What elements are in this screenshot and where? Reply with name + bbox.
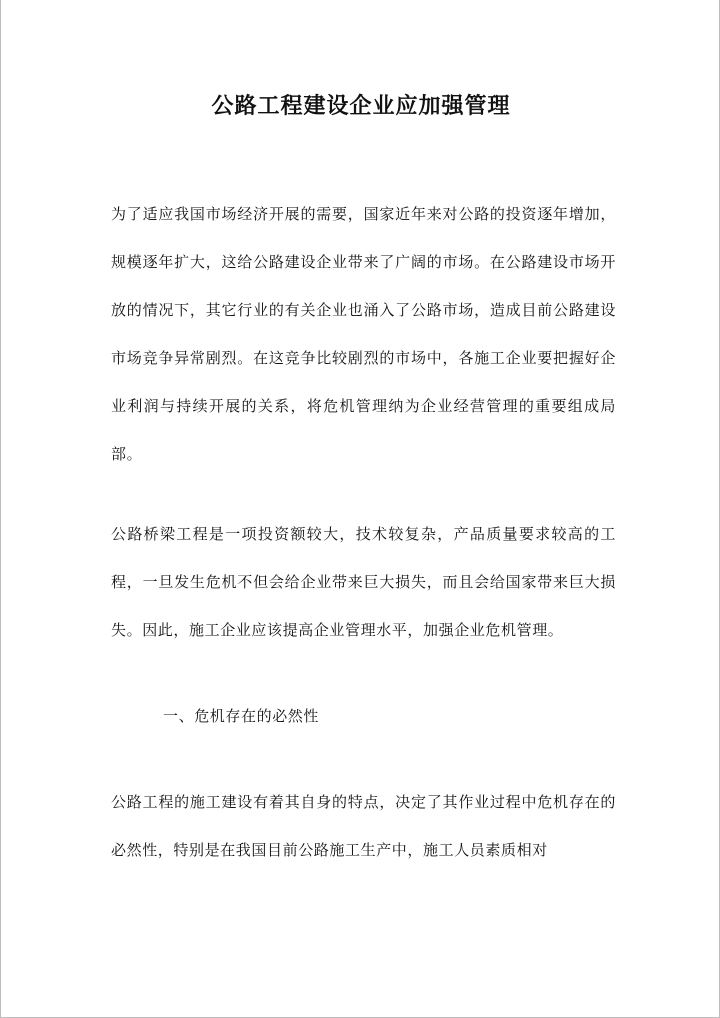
paragraph-bridge-engineering: 公路桥梁工程是一项投资额较大，技术较复杂，产品质量要求较高的工程，一旦发生危机不但会给企业带来巨大损失，而且会给国家带来巨大损失。因此，施工企业应该提高企业管理水平，加强企业危机管理。	[111, 525, 616, 639]
document-title: 公路工程建设企业应加强管理	[211, 94, 511, 119]
section-heading: 一、危机存在的必然性	[163, 707, 320, 725]
paragraph-intro: 为了适应我国市场经济开展的需要，国家近年来对公路的投资逐年增加，规模逐年扩大，这给公路建设企业带来了广阔的市场。在公路建设市场开放的情况下，其它行业的有关企业也涌入了公路市场，造成目前公路建设市场竞争异常剧烈。在这竞争比较剧烈的市场中，各施工企业要把握好企业利润与持续开展的关系，将危机管理纳为企业经营管理的重要组成局部。	[111, 205, 616, 463]
paragraph-section-body: 公路工程的施工建设有着其自身的特点，决定了其作业过程中危机存在的必然性，特别是在我国目前公路施工生产中，施工人员素质相对	[111, 793, 616, 859]
